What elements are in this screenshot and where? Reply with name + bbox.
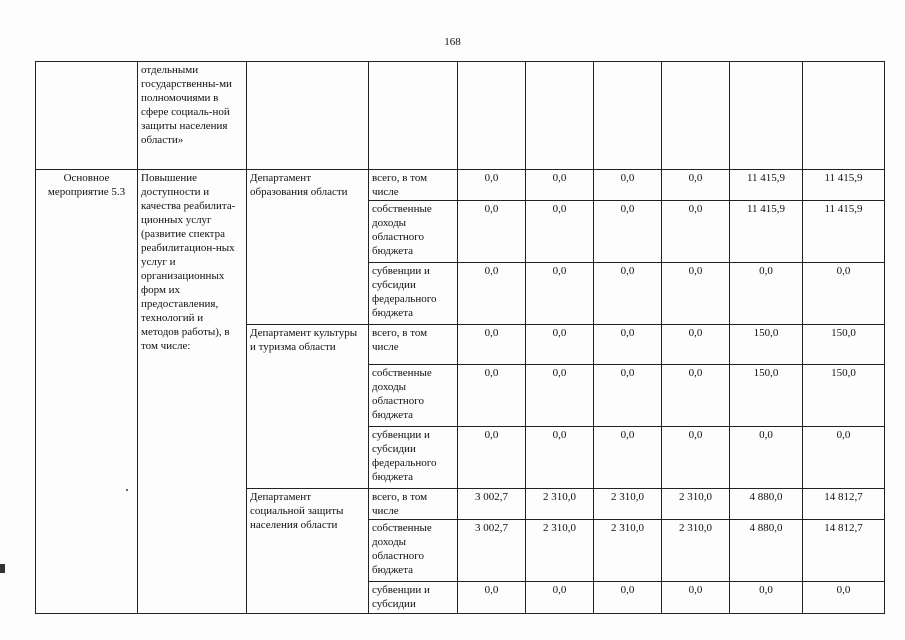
table-row — [36, 62, 885, 170]
value-cell: 150,0 — [803, 365, 885, 427]
value-cell: 11 415,9 — [803, 170, 885, 201]
value-cell: 11 415,9 — [730, 201, 803, 263]
source-cell: собственные доходы областного бюджета — [369, 201, 458, 263]
value-cell: 0,0 — [526, 582, 594, 614]
value-cell: 0,0 — [594, 263, 662, 325]
page-number: 168 — [444, 36, 461, 48]
value-cell: 0,0 — [594, 427, 662, 489]
department-name-cell: Департамент образования области — [247, 170, 369, 325]
code-cell — [36, 62, 138, 170]
value-cell: 0,0 — [662, 427, 730, 489]
value-cell: 2 310,0 — [662, 489, 730, 520]
value-cell: 2 310,0 — [662, 520, 730, 582]
measure-name-cell: отдельными государственны-ми полномочиями в сфере социаль-ной защиты населения области» — [138, 62, 247, 170]
value-cell: 2 310,0 — [526, 489, 594, 520]
value-cell: 0,0 — [526, 365, 594, 427]
value-cell: 0,0 — [594, 325, 662, 365]
value-cell: 0,0 — [458, 427, 526, 489]
value-cell: 150,0 — [730, 325, 803, 365]
value-cell — [594, 62, 662, 170]
value-cell: 4 880,0 — [730, 520, 803, 582]
source-cell — [369, 62, 458, 170]
scan-artifact — [0, 564, 5, 573]
measure-name-cell: Повышение доступности и качества реабилита-ционных услуг (развитие спектра реабилитацион-ных услуг и организационных форм их предоставления, технологий и методов работы), в том числе: — [138, 170, 247, 614]
value-cell: 0,0 — [662, 170, 730, 201]
value-cell: 150,0 — [803, 325, 885, 365]
department-name-cell: Департамент социальной защиты населения области — [247, 489, 369, 614]
value-cell: 0,0 — [662, 365, 730, 427]
value-cell: 0,0 — [526, 263, 594, 325]
value-cell: 2 310,0 — [526, 520, 594, 582]
value-cell: 0,0 — [526, 325, 594, 365]
measure-code-cell: Основное мероприятие 5.3 — [36, 170, 138, 614]
budget-table — [35, 61, 885, 614]
value-cell: 0,0 — [594, 170, 662, 201]
source-cell: всего, в том числе — [369, 170, 458, 201]
value-cell — [526, 62, 594, 170]
value-cell: 0,0 — [594, 365, 662, 427]
value-cell: 0,0 — [458, 170, 526, 201]
value-cell: 4 880,0 — [730, 489, 803, 520]
value-cell: 0,0 — [594, 582, 662, 614]
value-cell: 0,0 — [458, 582, 526, 614]
value-cell: 0,0 — [662, 201, 730, 263]
value-cell: 3 002,7 — [458, 520, 526, 582]
value-cell: 0,0 — [526, 427, 594, 489]
scan-artifact — [126, 489, 128, 491]
source-cell: собственные доходы областного бюджета — [369, 520, 458, 582]
value-cell — [662, 62, 730, 170]
department-name-cell: Департамент культуры и туризма области — [247, 325, 369, 489]
value-cell: 0,0 — [662, 325, 730, 365]
value-cell: 2 310,0 — [594, 520, 662, 582]
source-cell: субвенции и субсидии — [369, 582, 458, 614]
source-cell: субвенции и субсидии федерального бюджета — [369, 263, 458, 325]
source-cell: собственные доходы областного бюджета — [369, 365, 458, 427]
value-cell: 0,0 — [803, 427, 885, 489]
table-row — [36, 170, 885, 201]
value-cell: 0,0 — [662, 582, 730, 614]
value-cell: 0,0 — [526, 201, 594, 263]
source-cell: всего, в том числе — [369, 325, 458, 365]
value-cell: 0,0 — [730, 582, 803, 614]
value-cell — [458, 62, 526, 170]
value-cell: 14 812,7 — [803, 489, 885, 520]
value-cell: 11 415,9 — [803, 201, 885, 263]
value-cell: 150,0 — [730, 365, 803, 427]
department-cell — [247, 62, 369, 170]
value-cell: 0,0 — [594, 201, 662, 263]
value-cell: 14 812,7 — [803, 520, 885, 582]
value-cell: 0,0 — [458, 263, 526, 325]
value-cell: 0,0 — [730, 263, 803, 325]
value-cell: 0,0 — [458, 325, 526, 365]
value-cell — [803, 62, 885, 170]
value-cell: 0,0 — [803, 582, 885, 614]
source-cell: всего, в том числе — [369, 489, 458, 520]
value-cell: 0,0 — [458, 201, 526, 263]
value-cell: 3 002,7 — [458, 489, 526, 520]
source-cell: субвенции и субсидии федерального бюджета — [369, 427, 458, 489]
value-cell: 0,0 — [730, 427, 803, 489]
value-cell: 0,0 — [526, 170, 594, 201]
value-cell: 0,0 — [662, 263, 730, 325]
value-cell: 0,0 — [458, 365, 526, 427]
value-cell: 0,0 — [803, 263, 885, 325]
value-cell: 2 310,0 — [594, 489, 662, 520]
value-cell: 11 415,9 — [730, 170, 803, 201]
value-cell — [730, 62, 803, 170]
